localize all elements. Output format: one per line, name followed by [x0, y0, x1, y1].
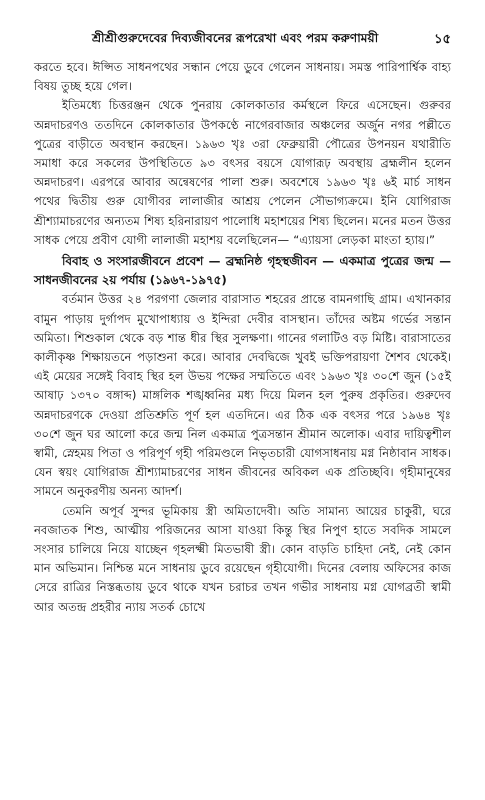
paragraph-2: ইতিমধ্যে চিত্তরঞ্জন থেকে পুনরায় কোলকাতার কর্মস্থলে ফিরে এসেছেন। গুরুবর অন্নদাচরণও ততদিনে কোলকাতার উপকণ্ঠে নাগেরবাজার অঞ্চলের অর্জুন নগর পল্লীতে পুত্রের বাড়ীতে অবস্থান করছেন। ১৯৬৩ খৃঃ ৩রা ফেব্রুয়ারী পৌত্রের উপনয়ন যথারীতি সমাধা করে সকলের উপস্থিতিতে ৯৩ বৎসর বয়সে যোগারূঢ় অবস্থায় ব্রহ্মলীন হলেন অন্নদাচরণ। এরপরে আবার অন্বেষণের পালা শুরু। অবশেষে ১৯৬৩ খৃঃ ৬ই মার্চ সাধন পথের দ্বিতীয় গুরু যোগীবর লালাজীর আশ্রয় পেলেন সৌভাগ্যক্রমে। ইনি যোগিরাজ শ্রীশ্যামাচরণের অন্যতম শিষ্য হরিনারায়ণ পালোধি মহাশয়ের শিষ্য ছিলেন। মনের মতন উত্তর সাধক পেয়ে প্রবীণ যোগী লালাজী মহাশয় বলেছিলেন— “এ্যায়সা লেড়কা মাংতা হ্যায়।”	[34, 98, 451, 247]
paragraph-3: বর্তমান উত্তর ২৪ পরগণা জেলার বারাসাত শহরের প্রান্তে বামনগাছি গ্রাম। এখানকার বামুন পাড়ায় দুর্গাপদ মুখোপাধ্যায় ও ইন্দিরা দেবীর বাসস্থান। তাঁদের অষ্টম গর্ভের সন্তান অমিতা। শিশুকাল থেকে বড় শান্ত ধীর স্থির সুলক্ষণা। গানের গলাটিও বড় মিষ্টি। বারাসাতের কালীকৃষ্ণ শিক্ষায়তনে পড়াশুনা করে। আবার দেবদ্বিজে খুবই ভক্তিপরায়ণা শৈশব থেকেই। এই মেয়ের সঙ্গেই বিবাহ স্থির হল উভয় পক্ষের সম্মতিতে এবং ১৯৬৩ খৃঃ ৩০শে জুন (১৫ই আষাঢ় ১৩৭০ বঙ্গাব্দ) মাঙ্গলিক শঙ্খধ্বনির মধ্য দিয়ে মিলন হল পুরুষ প্রকৃতির। গুরুদেব অন্নদাচরণকে দেওয়া প্রতিশ্রুতি পূর্ণ হল এতদিনে। এর ঠিক এক বৎসর পরে ১৯৬৪ খৃঃ ৩০শে জুন ঘর আলো করে জন্ম নিল একমাত্র পুত্রসন্তান শ্রীমান অলোক। এবার দায়িত্বশীল স্বামী, স্নেহময় পিতা ও পরিপূর্ণ গৃহী পরিমণ্ডলে নিভৃতচারী যোগসাধনায় মগ্ন নিষ্ঠাবান সাধক। যেন স্বয়ং যোগিরাজ শ্রীশ্যামাচরণের সাধন জীবনের অবিকল এক প্রতিচ্ছবি। গৃহীমানুষের সামনে অনুকরণীয় অনন্য আদর্শ।	[34, 292, 451, 499]
section-heading: বিবাহ ও সংসারজীবনে প্রবেশ — ব্রহ্মনিষ্ঠ গৃহস্থজীবন — একমাত্র পুত্রের জন্ম — সাধনজীবনের ২য় পর্যায় (১৯৬৭-১৯৭৫)	[34, 254, 451, 288]
running-title: শ্রীশ্রীগুরুদেবের দিব্যজীবনের রূপরেখা এবং পরম করুণাময়ী	[92, 31, 379, 45]
paragraph-4: তেমনি অপূর্ব সুন্দর ভূমিকায় স্ত্রী অমিতাদেবী। অতি সামান্য আয়ের চাকুরী, ঘরে নবজাতক শিশু, আত্মীয় পরিজনের আসা যাওয়া কিন্তু স্থির নিপুণ হাতে সবদিক সামলে সংসার চালিয়ে নিয়ে যাচ্ছেন গৃহলক্ষ্মী মিতভাষী স্ত্রী। কোন বাড়তি চাহিদা নেই, নেই কোন মান অভিমান। নিশ্চিন্ত মনে সাধনায় ডুবে রয়েছেন গৃহীযোগী। দিনের বেলায় অফিসের কাজ সেরে রাত্রির নিস্তব্ধতায় ডুবে থাকে যখন চরাচর তখন গভীর সাধনায় মগ্ন যোগব্রতী স্বামী আর অতন্দ্র প্রহরীর ন্যায় সতর্ক চোখে	[34, 503, 451, 614]
paragraph-1: করতে হবে। ঈপ্সিত সাধনপথের সন্ধান পেয়ে ডুবে গেলেন সাধনায়। সমস্ত পারিপার্শ্বিক বাহ্য বিষয় তুচ্ছ হয়ে গেল।	[34, 60, 451, 94]
page-header	[34, 30, 451, 58]
page-number: ১৫	[434, 32, 451, 47]
